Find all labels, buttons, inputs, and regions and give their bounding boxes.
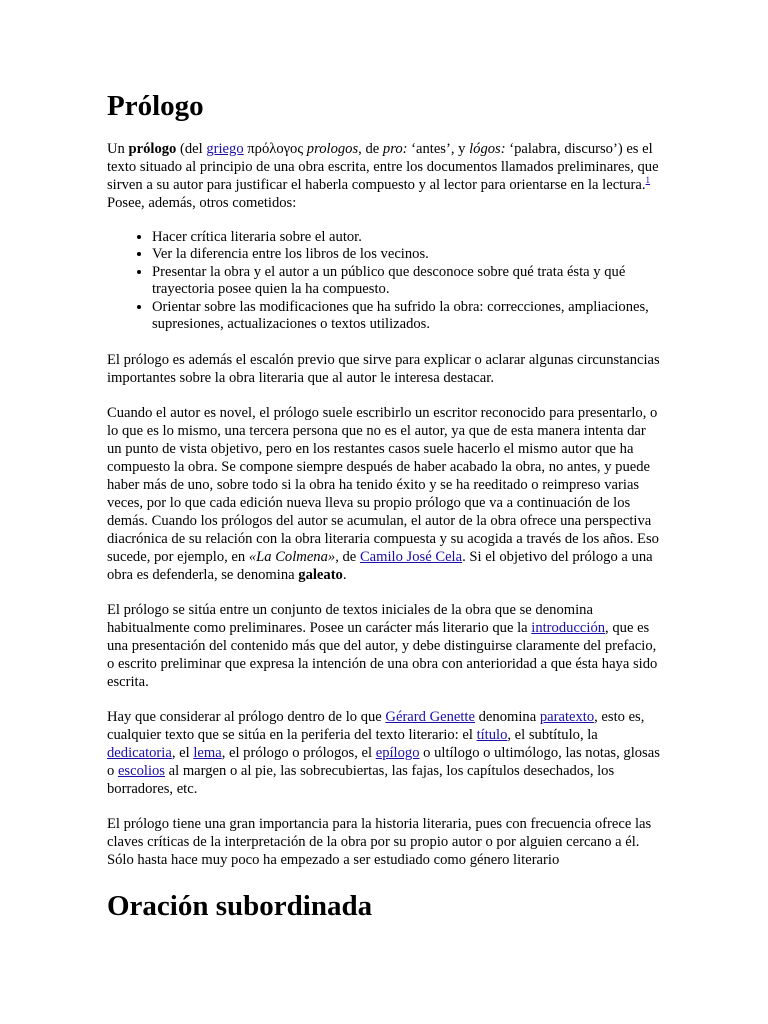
paragraph-autor-novel: [107, 404, 663, 584]
text: Posee, además, otros cometidos:: [107, 195, 297, 211]
bold-term-prologo: prólogo: [128, 141, 177, 157]
link-paratexto[interactable]: paratexto: [539, 709, 595, 726]
link-escolios[interactable]: escolios: [117, 763, 165, 780]
text: ‘antes’, y: [407, 141, 470, 157]
bold-term-galeato: galeato: [298, 567, 343, 584]
text: .: [342, 567, 347, 584]
cometidos-list: [107, 229, 663, 333]
link-griego[interactable]: griego: [206, 141, 244, 157]
text: , de: [335, 549, 360, 566]
text: Cuando el autor es novel, el prólogo suele escribirlo un escritor reconocido para presentarlo, o lo que es lo mismo, una tercera persona que no es el autor, ya que de esta manera intenta dar un punto de vista objetivo, pero en los restantes casos suele hacerlo el mismo autor que ha compuesto la obra. Se compone siempre después de haber acabado la obra, no antes, y puede haber más de uno, sobre todo si la obra ha tenido éxito y se ha reeditado o reimpreso varias veces, por lo que cada edición nueva lleva su propio prólogo que va a continuación de los demás. Cuando los prólogos del autor se acumulan, el autor de la obra ofrece una perspectiva diacrónica de su relación con la obra literaria compuesta y su acogida a través de los años. Eso sucede, por ejemplo, en: [107, 405, 659, 566]
link-lema[interactable]: lema: [193, 745, 222, 762]
italic-pro: pro:: [382, 141, 408, 157]
text: Un: [107, 141, 129, 157]
text: πρόλογος: [243, 141, 307, 157]
text: Hay que considerar al prólogo dentro de lo que: [107, 709, 386, 726]
link-dedicatoria[interactable]: dedicatoria: [107, 745, 172, 762]
text: ‘palabra, discurso’) es el texto situado al principio de una obra escrita, entre los documentos llamados preliminares, que sirven a su autor para justificar el haberla compuesto y al lector para orientarse en la lectura.: [107, 141, 659, 193]
list-item: • Orientar sobre las modificaciones que ha sufrido la obra: correcciones, ampliaciones, supresiones, actualizaciones o textos utilizados.: [152, 299, 663, 334]
text: . Si el objetivo del prólogo a una obra es defenderla, se denomina: [107, 549, 653, 584]
paragraph-importancia: El prólogo tiene una gran importancia para la historia literaria, pues con frecuencia ofrece las claves críticas de la interpretación de la obra por su propio autor o por alguien cercano a él. Sólo hasta hace muy poco ha empezado a ser estudiado como género literario: [107, 816, 652, 869]
italic-logos: lógos:: [469, 141, 506, 157]
text: , de: [358, 141, 383, 157]
paragraph-escalon: El prólogo es además el escalón previo que sirve para explicar o aclarar algunas circunstancias importantes sobre la obra literaria que al autor le interesa destacar.: [107, 352, 660, 387]
text: , esto es, cualquier texto que se sitúa en la periferia del texto literario: el: [107, 709, 645, 744]
paragraph-preliminares: [107, 601, 663, 691]
list-item: • Ver la diferencia entre los libros de los vecinos.: [152, 246, 663, 263]
paragraph-paratexto: [107, 708, 663, 798]
intro-paragraph: [107, 140, 663, 212]
link-epilogo[interactable]: epílogo: [375, 745, 420, 762]
footnote-link-1[interactable]: 1: [645, 175, 651, 186]
text: al margen o al pie, las sobrecubiertas, las fajas, los capítulos desechados, los borradores, etc.: [107, 763, 615, 798]
link-gerard-genette[interactable]: Gérard Genette: [385, 709, 475, 726]
text: (del: [176, 141, 207, 157]
italic-prologos: prologos: [306, 141, 359, 157]
heading-prologo: Prólogo: [107, 90, 204, 122]
text: , que es una presentación del contenido más que del autor, y debe distinguirse claramente del prefacio, o escrito preliminar que expresa la intención de una obra con anterioridad a que ésta haya sido escrita.: [107, 620, 658, 691]
list-item: • Hacer crítica literaria sobre el autor.: [152, 229, 663, 246]
text: o ultílogo o ultimólogo, las notas, glosas o: [107, 745, 660, 780]
text: , el prólogo o prólogos, el: [221, 745, 376, 762]
heading-oracion-subordinada: Oración subordinada: [107, 890, 373, 923]
link-titulo[interactable]: título: [476, 727, 508, 744]
text: , el subtítulo, la: [507, 727, 598, 744]
text: denomina: [474, 709, 540, 726]
text: , el: [171, 745, 194, 762]
text: El prólogo se sitúa entre un conjunto de textos iniciales de la obra que se denomina habitualmente como preliminares. Posee un carácter más literario que la: [107, 602, 593, 637]
document-page: [107, 88, 663, 940]
link-camilo-jose-cela[interactable]: Camilo José Cela: [359, 549, 463, 566]
italic-la-colmena: «La Colmena»: [248, 549, 336, 566]
link-introduccion[interactable]: introducción: [531, 620, 606, 637]
list-item: • Presentar la obra y el autor a un público que desconoce sobre qué trata ésta y qué trayectoria posee quien la ha compuesto.: [152, 264, 663, 299]
